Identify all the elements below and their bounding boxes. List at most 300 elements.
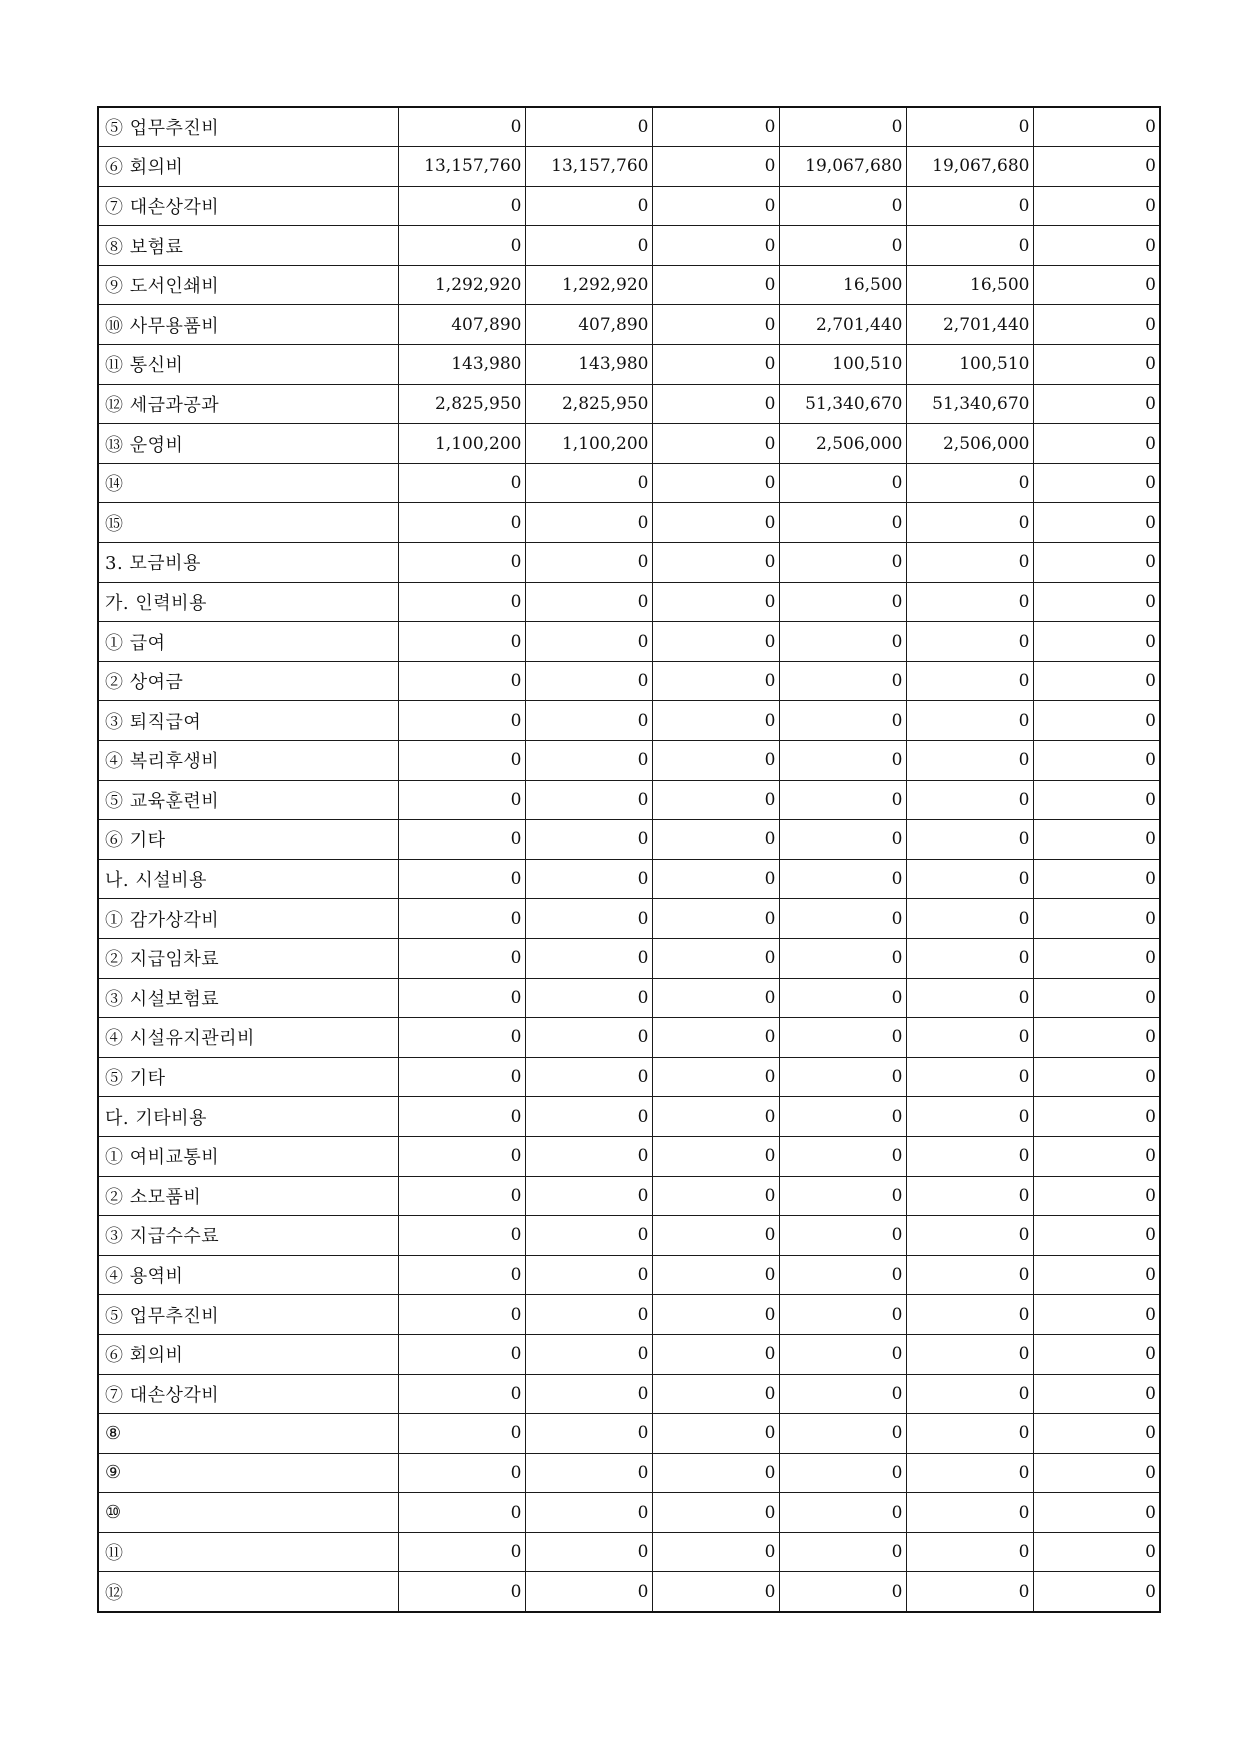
amount-cell: 0 [779,1414,906,1454]
amount-cell: 0 [1033,463,1160,503]
amount-cell: 0 [779,1453,906,1493]
amount-cell: 0 [906,1136,1033,1176]
amount-cell: 0 [906,1018,1033,1058]
amount-cell: 0 [652,741,779,781]
amount-cell: 0 [779,741,906,781]
amount-cell: 0 [525,1532,652,1572]
amount-cell: 0 [779,1493,906,1533]
amount-cell: 0 [652,147,779,187]
amount-cell: 0 [652,978,779,1018]
amount-cell: 0 [779,859,906,899]
table-row [98,107,1160,147]
table-row [98,1414,1160,1454]
row-label: ③ 시설보험료 [98,978,398,1018]
amount-cell: 0 [906,1414,1033,1454]
amount-cell: 2,701,440 [906,305,1033,345]
amount-cell: 0 [398,107,525,147]
row-label: ⑤ 업무추진비 [98,107,398,147]
amount-cell: 0 [1033,1176,1160,1216]
amount-cell: 0 [525,1414,652,1454]
amount-cell: 0 [398,226,525,266]
amount-cell: 0 [1033,938,1160,978]
row-label: ⑭ [98,463,398,503]
amount-cell: 0 [398,543,525,583]
amount-cell: 0 [525,1018,652,1058]
amount-cell: 0 [652,226,779,266]
row-label: ⑥ 회의비 [98,1334,398,1374]
amount-cell: 0 [779,899,906,939]
amount-cell: 0 [525,107,652,147]
amount-cell: 0 [398,741,525,781]
amount-cell: 0 [652,265,779,305]
amount-cell: 0 [779,543,906,583]
amount-cell: 0 [652,1493,779,1533]
table-row [98,1374,1160,1414]
amount-cell: 0 [779,1176,906,1216]
amount-cell: 0 [906,899,1033,939]
amount-cell: 0 [652,1176,779,1216]
amount-cell: 407,890 [525,305,652,345]
table-row [98,543,1160,583]
amount-cell: 0 [398,780,525,820]
amount-cell: 0 [906,226,1033,266]
amount-cell: 0 [906,1295,1033,1335]
amount-cell: 0 [906,661,1033,701]
row-label: ② 지급임차료 [98,938,398,978]
table-row [98,345,1160,385]
amount-cell: 0 [525,582,652,622]
table-row [98,305,1160,345]
amount-cell: 0 [652,859,779,899]
row-label: ⑤ 업무추진비 [98,1295,398,1335]
amount-cell: 0 [398,820,525,860]
row-label: ⑪ 통신비 [98,345,398,385]
amount-cell: 2,825,950 [525,384,652,424]
amount-cell: 0 [1033,424,1160,464]
amount-cell: 0 [1033,503,1160,543]
amount-cell: 0 [906,978,1033,1018]
amount-cell: 0 [652,107,779,147]
amount-cell: 0 [652,1453,779,1493]
amount-cell: 0 [906,463,1033,503]
row-label: ④ 복리후생비 [98,741,398,781]
row-label: ⑫ [98,1572,398,1612]
amount-cell: 0 [779,186,906,226]
table-row [98,147,1160,187]
amount-cell: 0 [398,1057,525,1097]
amount-cell: 0 [1033,265,1160,305]
amount-cell: 0 [398,186,525,226]
amount-cell: 0 [652,345,779,385]
amount-cell: 0 [652,582,779,622]
table-row [98,265,1160,305]
amount-cell: 0 [652,820,779,860]
amount-cell: 0 [906,1453,1033,1493]
amount-cell: 0 [525,780,652,820]
amount-cell: 0 [525,543,652,583]
amount-cell: 143,980 [398,345,525,385]
table-row [98,899,1160,939]
amount-cell: 0 [525,463,652,503]
amount-cell: 0 [525,741,652,781]
amount-cell: 0 [525,226,652,266]
amount-cell: 0 [525,701,652,741]
amount-cell: 0 [398,1097,525,1137]
amount-cell: 143,980 [525,345,652,385]
table-row [98,1295,1160,1335]
row-label: 3. 모금비용 [98,543,398,583]
amount-cell: 0 [1033,1414,1160,1454]
amount-cell: 0 [652,1136,779,1176]
amount-cell: 0 [525,1216,652,1256]
amount-cell: 0 [525,1057,652,1097]
row-label: ① 여비교통비 [98,1136,398,1176]
amount-cell: 0 [1033,1136,1160,1176]
row-label: 나. 시설비용 [98,859,398,899]
amount-cell: 0 [525,978,652,1018]
amount-cell: 0 [779,1018,906,1058]
amount-cell: 0 [906,938,1033,978]
amount-cell: 0 [525,899,652,939]
amount-cell: 0 [652,899,779,939]
amount-cell: 0 [779,1255,906,1295]
amount-cell: 2,506,000 [779,424,906,464]
table-row [98,1018,1160,1058]
amount-cell: 0 [652,305,779,345]
amount-cell: 0 [398,1414,525,1454]
amount-cell: 0 [398,1136,525,1176]
table-row [98,978,1160,1018]
amount-cell: 0 [906,741,1033,781]
amount-cell: 0 [398,503,525,543]
table-row [98,741,1160,781]
amount-cell: 0 [398,463,525,503]
row-label: 가. 인력비용 [98,582,398,622]
amount-cell: 0 [525,1295,652,1335]
amount-cell: 0 [652,622,779,662]
amount-cell: 0 [525,1097,652,1137]
amount-cell: 0 [1033,384,1160,424]
amount-cell: 0 [525,1176,652,1216]
amount-cell: 1,292,920 [398,265,525,305]
amount-cell: 2,825,950 [398,384,525,424]
amount-cell: 1,100,200 [525,424,652,464]
amount-cell: 0 [398,1453,525,1493]
amount-cell: 0 [1033,582,1160,622]
amount-cell: 0 [1033,1572,1160,1612]
table-row [98,226,1160,266]
table-row [98,384,1160,424]
row-label: ④ 시설유지관리비 [98,1018,398,1058]
amount-cell: 0 [652,1097,779,1137]
amount-cell: 0 [779,582,906,622]
amount-cell: 0 [525,1136,652,1176]
amount-cell: 0 [1033,1374,1160,1414]
amount-cell: 0 [398,1374,525,1414]
amount-cell: 0 [398,938,525,978]
amount-cell: 0 [652,463,779,503]
amount-cell: 0 [398,859,525,899]
table-row [98,463,1160,503]
amount-cell: 51,340,670 [779,384,906,424]
table-row [98,1532,1160,1572]
amount-cell: 0 [525,503,652,543]
amount-cell: 0 [525,622,652,662]
amount-cell: 0 [779,107,906,147]
amount-cell: 0 [525,661,652,701]
amount-cell: 0 [398,1255,525,1295]
amount-cell: 0 [525,1374,652,1414]
amount-cell: 0 [1033,1334,1160,1374]
amount-cell: 0 [652,1018,779,1058]
row-label: ⑤ 교육훈련비 [98,780,398,820]
amount-cell: 0 [1033,1057,1160,1097]
amount-cell: 0 [525,186,652,226]
amount-cell: 2,506,000 [906,424,1033,464]
table-row [98,1097,1160,1137]
table-row [98,820,1160,860]
row-label: ③ 퇴직급여 [98,701,398,741]
amount-cell: 0 [906,1176,1033,1216]
amount-cell: 0 [906,1216,1033,1256]
amount-cell: 13,157,760 [525,147,652,187]
amount-cell: 1,292,920 [525,265,652,305]
amount-cell: 0 [525,1572,652,1612]
row-label: ⑫ 세금과공과 [98,384,398,424]
amount-cell: 0 [1033,820,1160,860]
amount-cell: 0 [1033,859,1160,899]
amount-cell: 0 [652,1295,779,1335]
table-row [98,582,1160,622]
amount-cell: 0 [652,543,779,583]
amount-cell: 0 [1033,543,1160,583]
amount-cell: 16,500 [779,265,906,305]
amount-cell: 0 [525,859,652,899]
amount-cell: 0 [779,661,906,701]
amount-cell: 0 [398,1493,525,1533]
amount-cell: 0 [652,701,779,741]
amount-cell: 0 [906,1572,1033,1612]
row-label: ⑥ 기타 [98,820,398,860]
amount-cell: 0 [1033,1295,1160,1335]
amount-cell: 0 [652,1532,779,1572]
table-row [98,1136,1160,1176]
amount-cell: 0 [906,543,1033,583]
amount-cell: 0 [779,503,906,543]
amount-cell: 0 [652,1374,779,1414]
amount-cell: 0 [398,701,525,741]
amount-cell: 407,890 [398,305,525,345]
amount-cell: 0 [779,820,906,860]
amount-cell: 0 [906,820,1033,860]
amount-cell: 0 [652,1057,779,1097]
amount-cell: 2,701,440 [779,305,906,345]
amount-cell: 0 [398,1334,525,1374]
row-label: ⑩ [98,1493,398,1533]
amount-cell: 0 [525,1453,652,1493]
amount-cell: 0 [906,1334,1033,1374]
amount-cell: 0 [779,780,906,820]
amount-cell: 0 [398,978,525,1018]
row-label: ④ 용역비 [98,1255,398,1295]
amount-cell: 0 [398,1295,525,1335]
amount-cell: 0 [1033,305,1160,345]
table-row [98,503,1160,543]
amount-cell: 0 [906,1097,1033,1137]
amount-cell: 1,100,200 [398,424,525,464]
table-row [98,661,1160,701]
amount-cell: 0 [779,1532,906,1572]
table-row [98,780,1160,820]
table-row [98,1453,1160,1493]
amount-cell: 0 [652,661,779,701]
amount-cell: 0 [652,1255,779,1295]
amount-cell: 0 [1033,1018,1160,1058]
amount-cell: 51,340,670 [906,384,1033,424]
expense-table-body [98,107,1160,1612]
amount-cell: 0 [1033,1255,1160,1295]
table-row [98,938,1160,978]
amount-cell: 0 [525,1493,652,1533]
amount-cell: 0 [906,1532,1033,1572]
row-label: ⑦ 대손상각비 [98,1374,398,1414]
amount-cell: 0 [398,1018,525,1058]
amount-cell: 0 [779,1097,906,1137]
amount-cell: 0 [525,1255,652,1295]
amount-cell: 16,500 [906,265,1033,305]
amount-cell: 0 [779,978,906,1018]
amount-cell: 0 [398,1216,525,1256]
table-row [98,859,1160,899]
row-label: ⑮ [98,503,398,543]
table-row [98,1572,1160,1612]
amount-cell: 0 [525,1334,652,1374]
table-row [98,1176,1160,1216]
row-label: ⑧ 보험료 [98,226,398,266]
amount-cell: 0 [906,107,1033,147]
table-row [98,701,1160,741]
amount-cell: 0 [1033,978,1160,1018]
amount-cell: 0 [779,622,906,662]
amount-cell: 0 [652,1334,779,1374]
amount-cell: 0 [525,820,652,860]
row-label: ⑧ [98,1414,398,1454]
amount-cell: 0 [652,424,779,464]
amount-cell: 0 [779,1057,906,1097]
amount-cell: 0 [779,1334,906,1374]
amount-cell: 0 [652,938,779,978]
amount-cell: 0 [652,384,779,424]
amount-cell: 0 [1033,701,1160,741]
amount-cell: 0 [1033,147,1160,187]
row-label: ⑦ 대손상각비 [98,186,398,226]
row-label: ⑨ [98,1453,398,1493]
amount-cell: 0 [906,503,1033,543]
amount-cell: 0 [652,780,779,820]
table-row [98,1493,1160,1533]
amount-cell: 0 [779,1572,906,1612]
amount-cell: 0 [652,1216,779,1256]
table-row [98,622,1160,662]
amount-cell: 0 [398,622,525,662]
amount-cell: 0 [906,622,1033,662]
row-label: ① 감가상각비 [98,899,398,939]
row-label: ⑥ 회의비 [98,147,398,187]
row-label: ① 급여 [98,622,398,662]
amount-cell: 0 [398,1572,525,1612]
amount-cell: 0 [779,1216,906,1256]
amount-cell: 0 [779,701,906,741]
amount-cell: 0 [652,1572,779,1612]
amount-cell: 0 [1033,1097,1160,1137]
amount-cell: 0 [1033,345,1160,385]
table-row [98,1334,1160,1374]
amount-cell: 0 [1033,780,1160,820]
amount-cell: 0 [779,1136,906,1176]
amount-cell: 0 [652,186,779,226]
amount-cell: 0 [906,1255,1033,1295]
amount-cell: 0 [1033,741,1160,781]
amount-cell: 19,067,680 [779,147,906,187]
amount-cell: 100,510 [779,345,906,385]
amount-cell: 0 [398,1176,525,1216]
amount-cell: 0 [906,701,1033,741]
amount-cell: 0 [1033,226,1160,266]
amount-cell: 0 [398,1532,525,1572]
row-label: ⑨ 도서인쇄비 [98,265,398,305]
amount-cell: 0 [779,1295,906,1335]
row-label: ⑬ 운영비 [98,424,398,464]
amount-cell: 0 [779,1374,906,1414]
expense-table [97,106,1161,1613]
amount-cell: 0 [906,780,1033,820]
amount-cell: 0 [398,582,525,622]
table-row [98,424,1160,464]
amount-cell: 0 [1033,107,1160,147]
amount-cell: 0 [906,582,1033,622]
amount-cell: 0 [906,1057,1033,1097]
row-label: ② 소모품비 [98,1176,398,1216]
amount-cell: 0 [652,503,779,543]
table-row [98,186,1160,226]
amount-cell: 0 [1033,1493,1160,1533]
amount-cell: 13,157,760 [398,147,525,187]
amount-cell: 0 [779,938,906,978]
amount-cell: 0 [1033,1453,1160,1493]
table-row [98,1255,1160,1295]
amount-cell: 0 [652,1414,779,1454]
amount-cell: 0 [906,1374,1033,1414]
amount-cell: 0 [1033,661,1160,701]
amount-cell: 0 [779,226,906,266]
amount-cell: 0 [1033,186,1160,226]
row-label: 다. 기타비용 [98,1097,398,1137]
row-label: ② 상여금 [98,661,398,701]
amount-cell: 0 [1033,899,1160,939]
amount-cell: 0 [779,463,906,503]
amount-cell: 0 [1033,622,1160,662]
row-label: ⑪ [98,1532,398,1572]
row-label: ⑤ 기타 [98,1057,398,1097]
amount-cell: 100,510 [906,345,1033,385]
amount-cell: 0 [398,661,525,701]
amount-cell: 0 [906,1493,1033,1533]
table-row [98,1216,1160,1256]
amount-cell: 0 [1033,1216,1160,1256]
row-label: ③ 지급수수료 [98,1216,398,1256]
amount-cell: 0 [1033,1532,1160,1572]
amount-cell: 0 [906,859,1033,899]
